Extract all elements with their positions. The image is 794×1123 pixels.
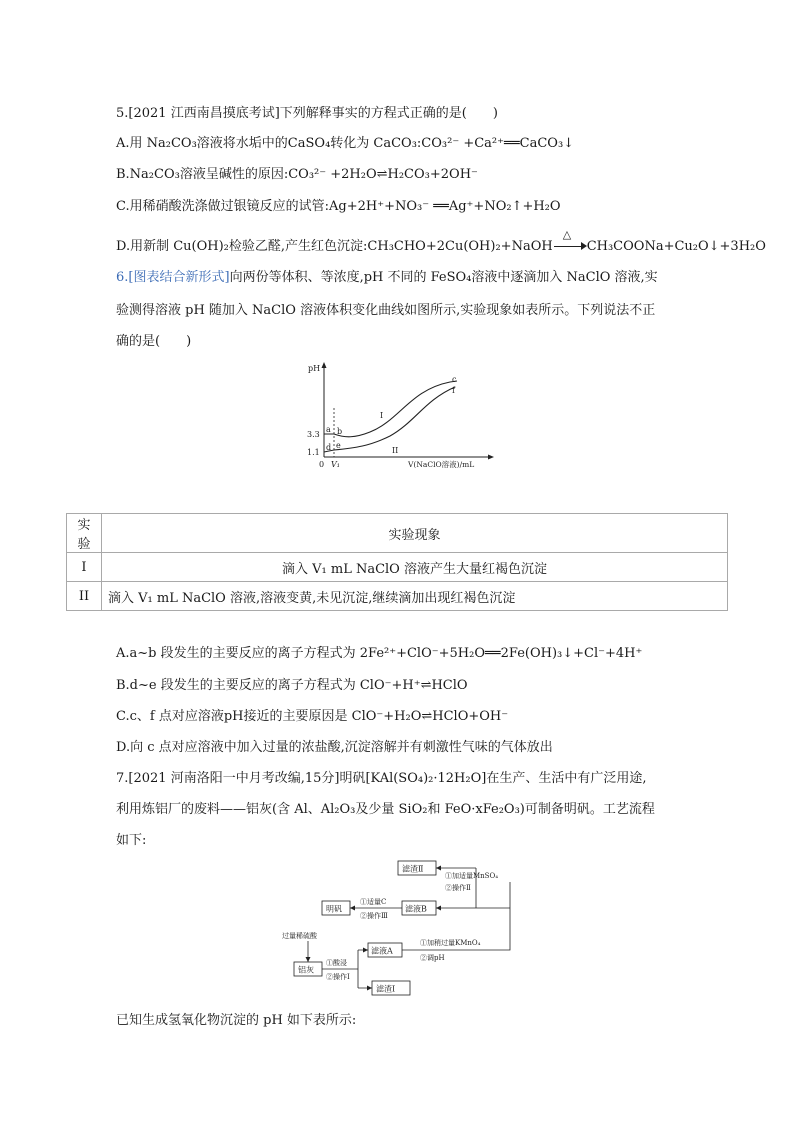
point-f: f xyxy=(452,386,455,395)
arrow-to-lvye-b xyxy=(436,906,441,911)
x-axis-label: V(NaClO溶液)/mL xyxy=(408,460,475,469)
x-axis-arrow xyxy=(488,455,494,460)
y-axis-label: pH xyxy=(308,364,321,373)
q6-stem-text: 向两份等体积、等浓度,pH 不同的 FeSO₄溶液中逐滴加入 NaClO 溶液,实 xyxy=(229,270,658,285)
q6-option-c: C.c、f 点对应溶液pH接近的主要原因是 ClO⁻+H₂O⇌HClO+OH⁻ xyxy=(116,709,509,724)
experiment-table xyxy=(66,513,728,611)
q6-option-d: D.向 c 点对应溶液中加入过量的浓盐酸,沉淀溶解并有刺激性气味的气体放出 xyxy=(116,740,553,755)
add-mnso4-label: ①加适量MnSO₄ xyxy=(445,872,499,880)
row-1-phenomenon: 滴入 V₁ mL NaClO 溶液产生大量红褐色沉淀 xyxy=(102,553,728,582)
flow-lines xyxy=(322,868,510,988)
op1-label: ②操作Ⅰ xyxy=(326,973,350,981)
q7-stem-line-1: 7.[2021 河南洛阳一中月考改编,15分]明矾[KAl(SO₄)₂·12H₂O]在生产、生活中有广泛用途, xyxy=(116,771,647,786)
point-c: c xyxy=(452,375,457,384)
arrow-head xyxy=(581,242,587,250)
q5-option-c: C.用稀硝酸洗涤做过银镜反应的试管:Ag+2H⁺+NO₃⁻ ══Ag⁺+NO₂↑+H₂O xyxy=(116,199,561,214)
q6-stem-line-3: 确的是( ) xyxy=(116,334,192,349)
tick-1-1: 1.1 xyxy=(307,448,320,457)
row-2-phenomenon: 滴入 V₁ mL NaClO 溶液,溶液变黄,未见沉淀,继续滴加出现红褐色沉淀 xyxy=(102,582,728,611)
point-d: d xyxy=(326,443,332,452)
table-row xyxy=(67,553,728,582)
add-c-label: ①适量C xyxy=(360,898,387,906)
q6-source-tag: 6.[图表结合新形式] xyxy=(116,270,230,285)
lvzha1-label: 滤渣Ⅰ xyxy=(376,984,396,994)
adjust-ph-label: ②调pH xyxy=(420,954,445,962)
heat-condition: △ xyxy=(562,227,572,241)
row-1-label: I xyxy=(67,553,102,582)
y-axis-arrow xyxy=(322,362,327,368)
header-phenomenon: 实验现象 xyxy=(102,514,728,553)
lvzha2-label: 滤渣Ⅱ xyxy=(402,864,424,874)
arrow-to-lvzha2 xyxy=(436,866,441,871)
op3-label: ②操作Ⅲ xyxy=(360,912,388,920)
q5-option-d-right: CH₃COONa+Cu₂O↓+3H₂O xyxy=(586,239,766,254)
q5-stem: 5.[2021 江西南昌摸底考试]下列解释事实的方程式正确的是( ) xyxy=(116,106,498,121)
q5-option-d-left: D.用新制 Cu(OH)₂检验乙醛,产生红色沉淀:CH₃CHO+2Cu(OH)₂+NaOH xyxy=(116,239,553,254)
q5-option-a: A.用 Na₂CO₃溶液将水垢中的CaSO₄转化为 CaCO₃:CO₃²⁻ +Ca²⁺══CaCO₃↓ xyxy=(116,136,575,151)
arrow-to-mingfan xyxy=(350,906,355,911)
lvye-b-label: 滤液B xyxy=(405,904,427,914)
ph-curve-graph xyxy=(300,360,500,475)
q6-option-b: B.d~e 段发生的主要反应的离子方程式为 ClO⁻+H⁺⇌HClO xyxy=(116,678,468,693)
acid-leach-label: ①酸浸 xyxy=(326,959,347,967)
excess-acid-label: 过量稀硫酸 xyxy=(282,932,317,940)
lvye-a-label: 滤液A xyxy=(371,946,393,956)
q6-option-a: A.a~b 段发生的主要反应的离子方程式为 2Fe²⁺+ClO⁻+5H₂O══2Fe(OH)₃↓+Cl⁻+4H⁺ xyxy=(116,646,643,661)
q7-stem-line-3: 如下: xyxy=(116,833,147,848)
arrow-acid xyxy=(306,957,311,962)
origin-label: 0 xyxy=(319,460,325,469)
point-e: e xyxy=(336,441,341,450)
process-flow-diagram xyxy=(280,855,540,1000)
op2-label: ②操作Ⅱ xyxy=(445,884,471,892)
curve-II xyxy=(324,387,455,452)
curve-I xyxy=(324,381,457,437)
curve-II-label: II xyxy=(392,446,399,455)
arrow-to-lvye-a xyxy=(363,948,368,953)
lvhui-label: 铝灰 xyxy=(298,965,314,975)
point-b: b xyxy=(337,427,343,436)
mingfan-label: 明矾 xyxy=(326,904,342,914)
v1-label: V₁ xyxy=(331,460,340,469)
tick-3-3: 3.3 xyxy=(307,430,320,439)
table-row xyxy=(67,582,728,611)
q6-stem-line-2: 验测得溶液 pH 随加入 NaClO 溶液体积变化曲线如图所示,实验现象如表所示。下列说法不正 xyxy=(116,303,656,318)
arrow-to-lvzha1 xyxy=(367,986,372,991)
curve-I-label: I xyxy=(380,411,384,420)
add-kmno4-label: ①加稍过量KMnO₄ xyxy=(420,939,481,947)
q7-table-intro: 已知生成氢氧化物沉淀的 pH 如下表所示: xyxy=(116,1013,357,1028)
reaction-arrow xyxy=(553,227,587,254)
table-header-row xyxy=(67,514,728,553)
row-2-label: II xyxy=(67,582,102,611)
q6-stem-line-1 xyxy=(116,269,658,287)
point-a: a xyxy=(326,425,331,434)
q5-option-b: B.Na₂CO₃溶液呈碱性的原因:CO₃²⁻ +2H₂O⇌H₂CO₃+2OH⁻ xyxy=(116,167,478,182)
q5-option-d xyxy=(116,227,766,256)
arrow-line xyxy=(554,246,584,247)
q7-stem-line-2: 利用炼铝厂的废料——铝灰(含 Al、Al₂O₃及少量 SiO₂和 FeO·xFe₂O₃)可制备明矾。工艺流程 xyxy=(116,802,655,817)
header-experiment: 实验 xyxy=(67,514,102,553)
